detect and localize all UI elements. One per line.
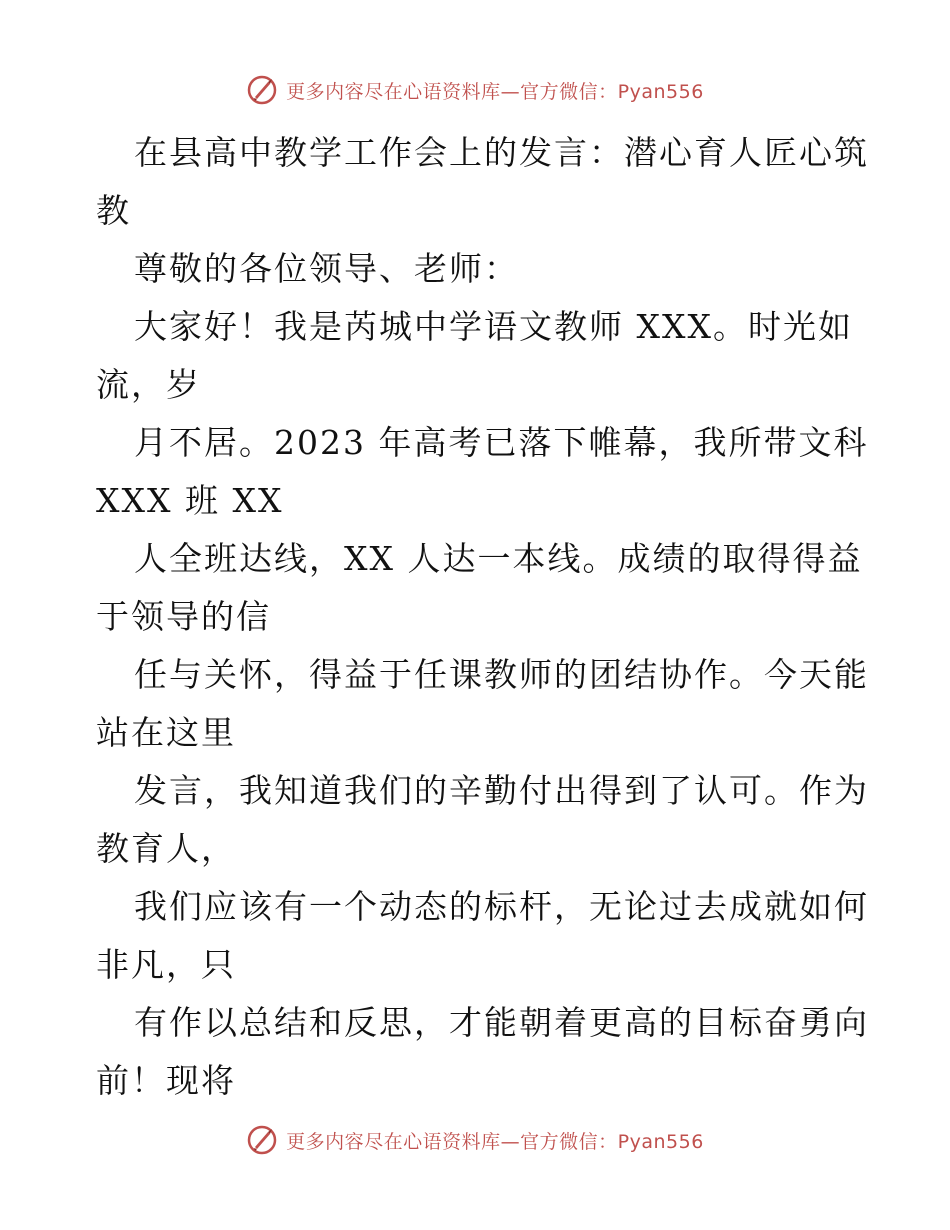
document-body	[96, 124, 869, 1110]
footer-watermark-banner	[0, 1120, 950, 1160]
document-line: 于领导的信	[96, 597, 271, 636]
header-watermark-banner	[0, 70, 950, 110]
document-line: 教育人，	[96, 829, 236, 868]
document-line: XXX 班 XX	[96, 481, 284, 520]
document-line: 流，岁	[96, 365, 201, 404]
quill-pen-icon	[246, 74, 278, 106]
document-line: 我们应该有一个动态的标杆，无论过去成就如何	[134, 887, 869, 926]
footer-watermark-text: 更多内容尽在心语资料库—官方微信：Pyan556	[286, 1130, 704, 1153]
document-line: 有作以总结和反思，才能朝着更高的目标奋勇向	[134, 1003, 869, 1042]
document-line: 站在这里	[96, 713, 236, 752]
document-line: 月不居。2023 年高考已落下帷幕，我所带文科	[134, 423, 869, 462]
document-title-line-2: 教	[96, 191, 131, 230]
quill-pen-icon	[246, 1124, 278, 1156]
document-paragraphs	[96, 240, 869, 1110]
document-title-line-1: 在县高中教学工作会上的发言：潜心育人匠心筑	[134, 133, 869, 172]
header-watermark-text: 更多内容尽在心语资料库—官方微信：Pyan556	[286, 80, 704, 103]
document-line: 人全班达线，XX 人达一本线。成绩的取得得益	[134, 539, 863, 578]
document-line: 任与关怀，得益于任课教师的团结协作。今天能	[134, 655, 869, 694]
document-line: 非凡，只	[96, 945, 236, 984]
document-line: 尊敬的各位领导、老师：	[134, 249, 519, 288]
document-line: 前！现将	[96, 1061, 236, 1100]
document-line: 大家好！我是芮城中学语文教师 XXX。时光如	[134, 307, 853, 346]
document-line: 发言，我知道我们的辛勤付出得到了认可。作为	[134, 771, 869, 810]
